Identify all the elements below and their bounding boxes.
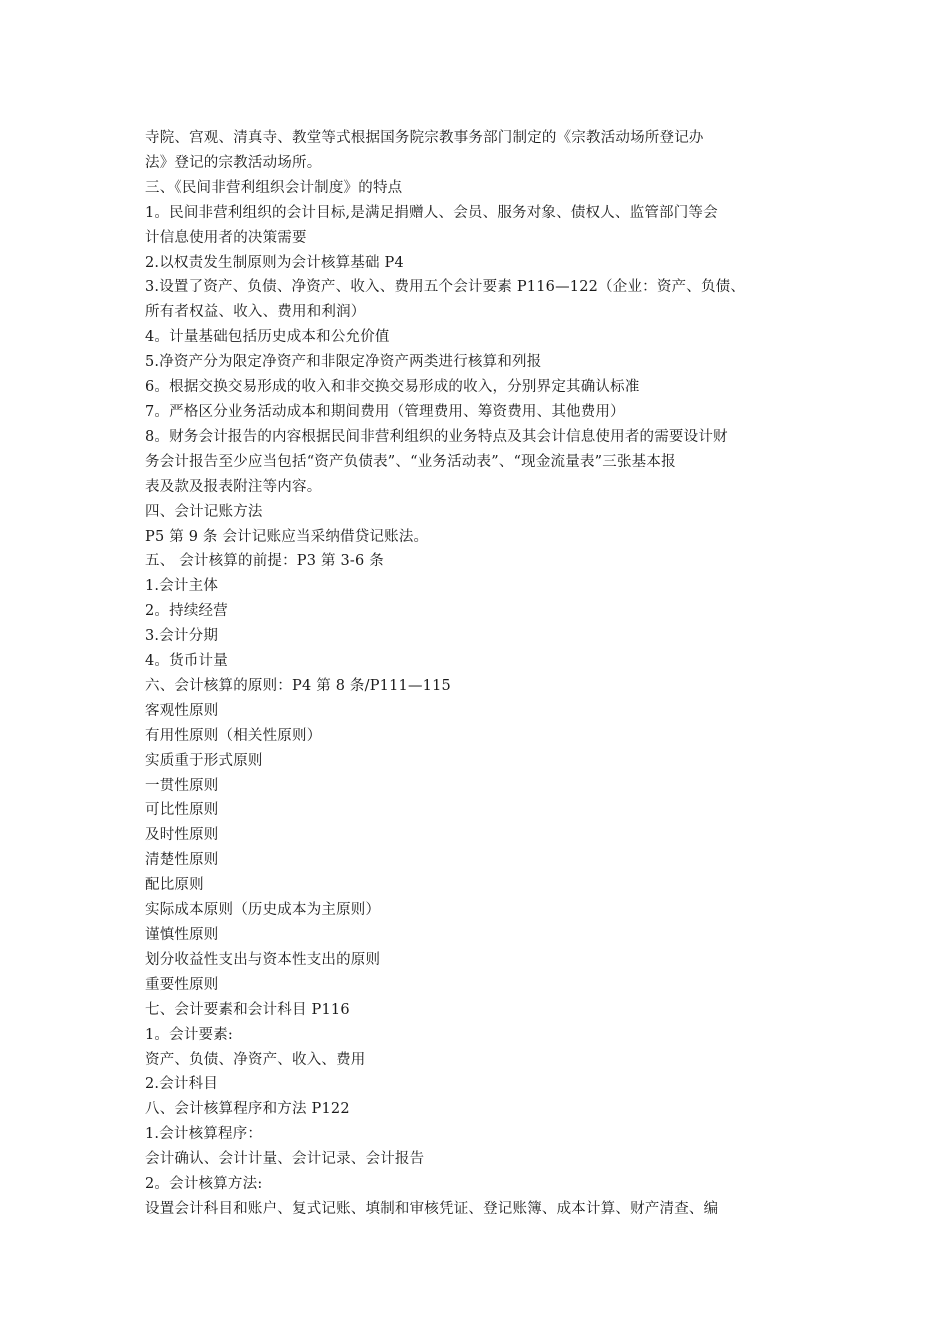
text-line: 5.净资产分为限定净资产和非限定净资产两类进行核算和列报 [145, 354, 542, 371]
text-line: 谨慎性原则 [145, 927, 219, 943]
text-line: 三、《民间非营利组织会计制度》的特点 [145, 179, 403, 196]
text-line: 客观性原则 [145, 702, 219, 719]
text-line: 六、会计核算的原则：P4 第 8 条/P111—115 [145, 677, 451, 694]
text-line: 表及款及报表附注等内容。 [145, 478, 322, 495]
text-line: 重要性原则 [145, 976, 219, 993]
text-line: 4。计量基础包括历史成本和公允价值 [145, 329, 390, 346]
text-line: 可比性原则 [145, 802, 219, 819]
text-line: 配比原则 [145, 877, 204, 894]
text-line: 实际成本原则（历史成本为主原则） [145, 902, 381, 919]
text-line: P5 第 9 条 会计记账应当采纳借贷记账法。 [145, 528, 429, 545]
text-line: 所有者权益、收入、费用和利润） [145, 304, 366, 321]
text-line: 设置会计科目和账户、复式记账、填制和审核凭证、登记账簿、成本计算、财产清查、编 [145, 1200, 719, 1217]
text-line: 1。会计要素: [145, 1026, 234, 1043]
text-line: 2。会计核算方法: [145, 1176, 263, 1193]
text-line: 2.会计科目 [145, 1076, 219, 1093]
text-line: 有用性原则（相关性原则） [145, 727, 322, 744]
text-line: 8。财务会计报告的内容根据民间非营利组织的业务特点及其会计信息使用者的需要设计财 [145, 428, 728, 445]
text-line: 及时性原则 [145, 827, 219, 844]
text-line: 1.会计主体 [145, 578, 219, 595]
text-line: 会计确认、会计计量、会计记录、会计报告 [145, 1151, 425, 1168]
text-line: 2.以权责发生制原则为会计核算基础 P4 [145, 254, 404, 271]
text-line: 实质重于形式原则 [145, 752, 263, 769]
text-line: 清楚性原则 [145, 852, 219, 869]
document-body [145, 126, 810, 1222]
text-line: 法》登记的宗教活动场所。 [145, 154, 322, 171]
text-line: 八、会计核算程序和方法 P122 [145, 1101, 350, 1118]
text-line: 2。持续经营 [145, 603, 228, 620]
text-line: 4。货币计量 [145, 653, 228, 670]
text-line: 3.会计分期 [145, 628, 219, 645]
text-line: 一贯性原则 [145, 777, 219, 794]
text-line: 1。民间非营利组织的会计目标,是满足捐赠人、会员、服务对象、债权人、监管部门等会 [145, 204, 718, 221]
text-line: 计信息使用者的决策需要 [145, 229, 307, 246]
text-line: 6。根据交换交易形成的收入和非交换交易形成的收入，分别界定其确认标准 [145, 379, 640, 396]
text-line: 五、 会计核算的前提：P3 第 3-6 条 [145, 553, 384, 570]
text-line: 七、会计要素和会计科目 P116 [145, 1001, 350, 1018]
text-line: 划分收益性支出与资本性支出的原则 [145, 951, 381, 968]
text-line: 务会计报告至少应当包括“资产负债表”、“业务活动表”、“现金流量表”三张基本报 [145, 453, 676, 470]
text-line: 寺院、宫观、清真寺、教堂等式根据国务院宗教事务部门制定的《宗教活动场所登记办 [145, 130, 704, 146]
text-line: 资产、负债、净资产、收入、费用 [145, 1051, 366, 1068]
text-line: 四、会计记账方法 [145, 503, 263, 520]
text-line: 3.设置了资产、负债、净资产、收入、费用五个会计要素 P116—122（企业：资产、负债、 [145, 279, 746, 296]
text-line: 1.会计核算程序： [145, 1126, 263, 1143]
text-line: 7。严格区分业务活动成本和期间费用（管理费用、筹资费用、其他费用） [145, 403, 625, 420]
